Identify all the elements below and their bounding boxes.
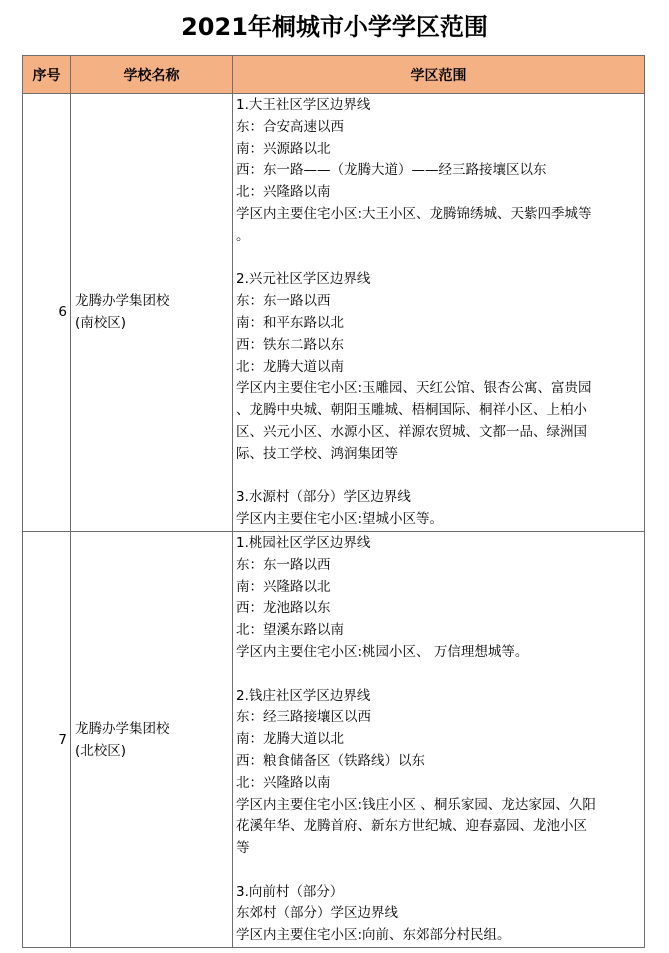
district-range-cell [233,531,645,947]
page-title: 2021年桐城市小学学区范围 [181,13,488,41]
district-range-line: 花溪年华、龙腾首府、新东方世纪城、迎春嘉园、龙池小区 [236,818,587,835]
header-number: 序号 [23,56,71,94]
blank-line [236,860,644,882]
school-name-line: 龙腾办学集团校 [75,293,170,310]
district-range-line: 西：铁东二路以东 [236,336,344,353]
blank-line [236,664,644,686]
header-district-range: 学区范围 [233,56,645,94]
district-range-line: 区、兴元小区、水源小区、祥源农贸城、文都一品、绿洲国 [236,423,587,440]
school-name-line: (北校区) [75,742,127,759]
district-range-line: 学区内主要住宅小区:向前、东郊部分村民组。 [236,927,511,944]
header-school-name: 学校名称 [71,56,233,94]
table-row [23,531,645,947]
district-range-line: 南：兴源路以北 [236,140,331,157]
district-range-line: 南：兴隆路以北 [236,578,331,595]
district-range-line: 。 [236,227,250,244]
district-range-line: 学区内主要住宅小区:大王小区、龙腾锦绣城、天紫四季城等 [236,205,592,222]
district-range-line: 东：东一路以西 [236,293,331,310]
district-range-line: 1.桃园社区学区边界线 [236,534,371,551]
district-range-line: 北：望溪东路以南 [236,622,344,639]
district-range-line: 学区内主要住宅小区:钱庄小区 、桐乐家园、龙达家园、久阳 [236,796,596,813]
table-header-row [23,56,645,94]
school-name-cell [71,531,233,947]
district-range-line: 西：龙池路以东 [236,600,331,617]
district-range-line: 东：合安高速以西 [236,118,344,135]
district-range-line: 南：龙腾大道以北 [236,731,344,748]
district-range-line: 际、技工学校、鸿润集团等 [236,445,398,462]
blank-line [236,248,644,270]
district-range-line: 等 [236,840,250,857]
district-range-line: 南：和平东路以北 [236,314,344,331]
district-range-line: 东：经三路接壤区以西 [236,709,371,726]
row-number: 7 [23,531,71,947]
school-name-line: 龙腾办学集团校 [75,720,170,737]
district-range-line: 学区内主要住宅小区:桃园小区、 万信理想城等。 [236,643,529,660]
district-range-line: 学区内主要住宅小区:望城小区等。 [236,511,444,528]
district-range-line: 西：东一路——（龙腾大道）——经三路接壤区以东 [236,162,547,179]
district-range-line: 北：兴隆路以南 [236,184,331,201]
district-range-line: 3.向前村（部分） [236,883,344,900]
district-range-line: 、龙腾中央城、朝阳玉雕城、梧桐国际、桐祥小区、上柏小 [236,402,587,419]
district-range-line: 3.水源村（部分）学区边界线 [236,489,411,506]
district-range-cell [233,94,645,532]
district-range-line: 2.钱庄社区学区边界线 [236,687,371,704]
school-name-cell [71,94,233,532]
district-range-line: 东郊村（部分）学区边界线 [236,905,398,922]
school-name-line: (南校区) [75,315,127,332]
district-range-line: 北：龙腾大道以南 [236,358,344,375]
district-range-line: 北：兴隆路以南 [236,774,331,791]
district-range-line: 2.兴元社区学区边界线 [236,271,371,288]
blank-line [236,466,644,488]
district-range-line: 学区内主要住宅小区:玉雕园、天红公馆、银杏公寓、富贵园 [236,380,592,397]
district-range-line: 东：东一路以西 [236,556,331,573]
row-number: 6 [23,94,71,532]
district-range-line: 西：粮食储备区（铁路线）以东 [236,752,425,769]
district-range-line: 1.大王社区学区边界线 [236,97,371,113]
table-row [23,94,645,532]
district-table [22,55,645,948]
